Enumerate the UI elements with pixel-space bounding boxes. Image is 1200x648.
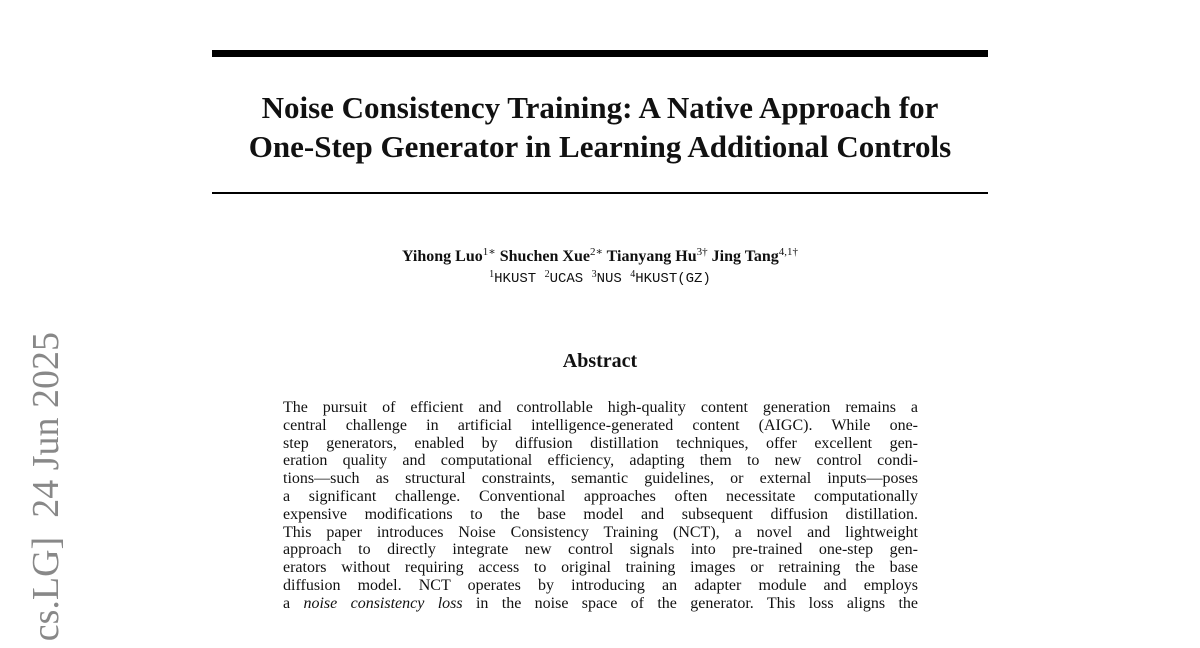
title-line: Noise Consistency Training: A Native Approach for bbox=[261, 90, 939, 125]
affiliation-name: UCAS bbox=[549, 271, 584, 287]
author-name: Shuchen Xue bbox=[499, 248, 590, 265]
arxiv-stamp: cs.LG] 24 Jun 2025 bbox=[25, 332, 67, 642]
abstract-heading: Abstract bbox=[562, 350, 638, 372]
abstract-line: This paper introduces Noise Consistency Training (NCT), a novel and lightweight bbox=[283, 523, 918, 541]
abstract-text: a bbox=[283, 594, 304, 612]
abstract-line: diffusion model. NCT operates by introducing an adapter module and employs bbox=[283, 576, 918, 594]
author-mark: 4,1† bbox=[778, 246, 799, 258]
affiliation-name: NUS bbox=[596, 271, 622, 287]
affiliation-number: 1 bbox=[489, 269, 495, 280]
abstract-line: tions—such as structural constraints, semantic guidelines, or external inputs—poses bbox=[283, 470, 918, 488]
author-mark: 1∗ bbox=[482, 246, 496, 258]
author-name: Tianyang Hu bbox=[606, 248, 697, 265]
abstract-emphasis: noise consistency loss bbox=[303, 594, 463, 612]
abstract-line: erators without requiring access to original training images or retraining the base bbox=[283, 559, 918, 577]
affiliation-number: 2 bbox=[544, 269, 550, 280]
affiliation-number: 3 bbox=[591, 269, 597, 280]
top-rule bbox=[212, 50, 988, 57]
author-list bbox=[212, 247, 988, 267]
abstract-line: expensive modifications to the base model and subsequent diffusion distillation. bbox=[283, 505, 918, 523]
author-mark: 2∗ bbox=[589, 246, 603, 258]
author-name: Jing Tang bbox=[711, 248, 779, 265]
paper-title bbox=[212, 88, 988, 166]
author-mark: 3† bbox=[696, 246, 708, 258]
abstract-line: The pursuit of efficient and controllable high-quality content generation remains a bbox=[283, 399, 918, 416]
title-line: One-Step Generator in Learning Additional Controls bbox=[248, 129, 952, 164]
abstract-line: eration quality and computational efficiency, adapting them to new control condi- bbox=[283, 452, 918, 470]
abstract-line: central challenge in artificial intelligence-generated content (AIGC). While one- bbox=[283, 416, 918, 434]
affiliation-number: 4 bbox=[630, 269, 636, 280]
abstract-line: approach to directly integrate new control signals into pre-trained one-step gen- bbox=[283, 541, 918, 559]
abstract-line: step generators, enabled by diffusion distillation techniques, offer excellent gen- bbox=[283, 434, 918, 452]
title-rule bbox=[212, 192, 988, 194]
abstract-line: a significant challenge. Conventional approaches often necessitate computationally bbox=[283, 487, 918, 505]
abstract-line bbox=[283, 595, 918, 613]
affiliation-list bbox=[212, 270, 988, 288]
affiliation-name: HKUST bbox=[494, 271, 537, 287]
author-name: Yihong Luo bbox=[401, 248, 483, 265]
abstract-text: in the noise space of the generator. This loss aligns the bbox=[462, 594, 919, 612]
abstract-body bbox=[283, 399, 918, 613]
affiliation-name: HKUST(GZ) bbox=[635, 271, 711, 287]
